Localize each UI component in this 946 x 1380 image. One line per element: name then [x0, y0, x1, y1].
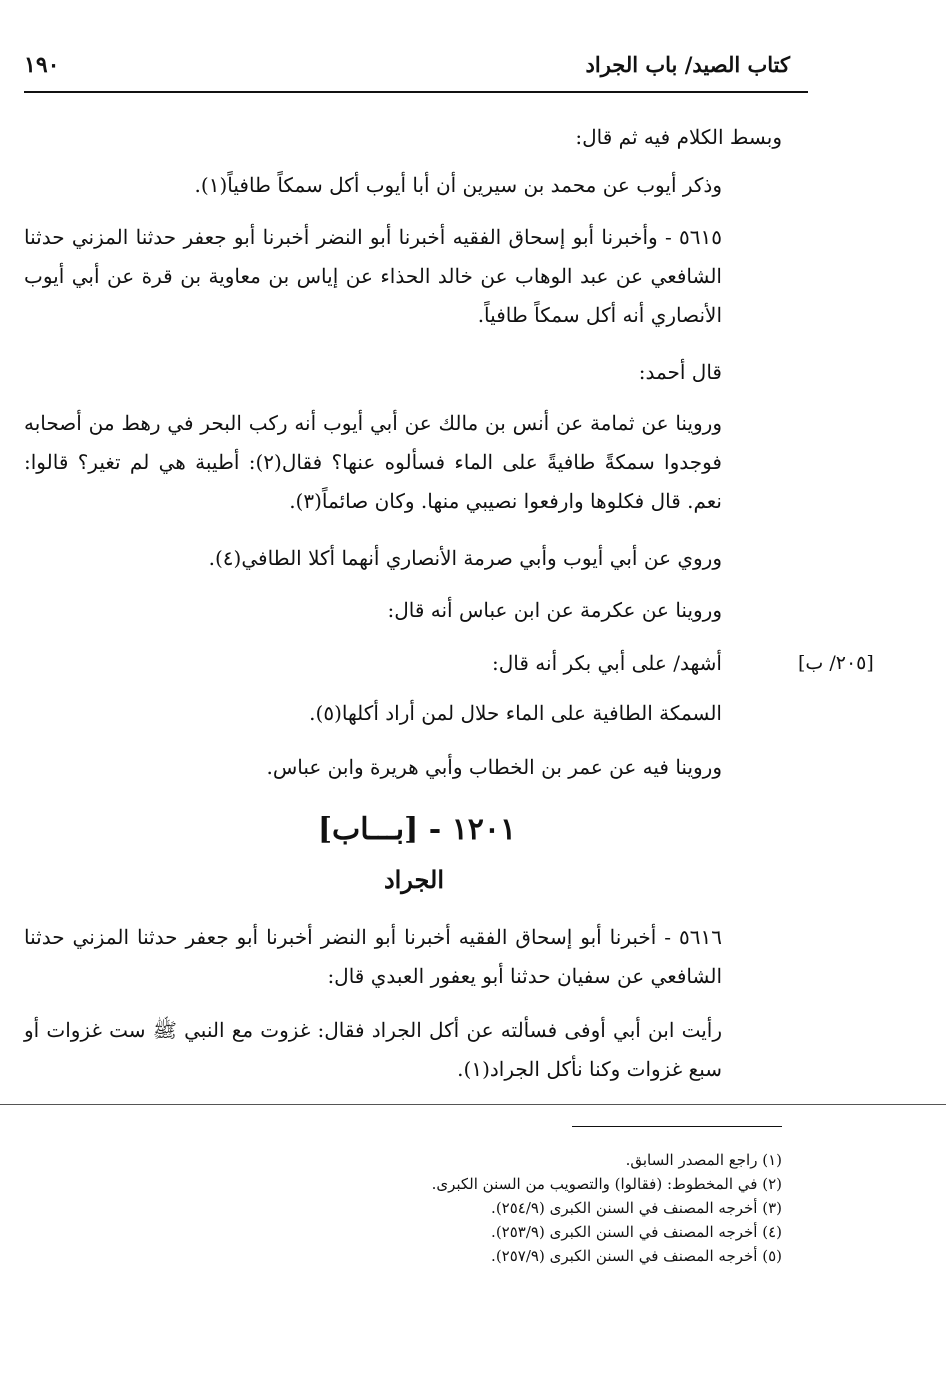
text-line: وروينا عن عكرمة عن ابن عباس أنه قال:	[387, 598, 722, 622]
footnote-rule	[572, 1126, 782, 1127]
footnote-item: (١) راجع المصدر السابق.	[625, 1151, 782, 1169]
footnote-item: (٢) في المخطوط: (فقالوا) والتصويب من السنن الكبرى.	[431, 1175, 782, 1193]
page-number: ١٩٠	[24, 52, 60, 78]
running-head	[24, 52, 790, 86]
text-line: وروي عن أبي أيوب وأبي صرمة الأنصاري أنهما أكلا الطافي(٤).	[208, 546, 722, 570]
chapter-heading: ١٢٠١ - [بـــاب]	[317, 812, 517, 847]
footnote-item: (٤) أخرجه المصنف في السنن الكبرى (٢٥٣/٩).	[491, 1223, 782, 1241]
hadith-5616: ٥٦١٦ - أخبرنا أبو إسحاق الفقيه أخبرنا أبو النضر أخبرنا أبو جعفر حدثنا المزني حدثنا الشافعي عن سفيان حدثنا أبو يعفور العبدي قال:	[24, 925, 722, 988]
text-line: وبسط الكلام فيه ثم قال:	[575, 125, 782, 149]
footnote-item: (٣) أخرجه المصنف في السنن الكبرى (٢٥٤/٩).	[491, 1199, 782, 1217]
hadith-5615: ٥٦١٥ - وأخبرنا أبو إسحاق الفقيه أخبرنا أبو النضر أخبرنا أبو جعفر حدثنا المزني حدثنا الشافعي عن عبد الوهاب عن خالد الحذاء عن إياس بن معاوية بن قرة عن أبي أيوب الأنصاري أنه أكل سمكاً طافياً.	[24, 225, 722, 327]
text-line: وذكر أيوب عن محمد بن سيرين أن أبا أيوب أكل سمكاً طافياً(١).	[194, 173, 722, 197]
header-rule	[24, 91, 808, 93]
text-line: أشهد/ على أبي بكر أنه قال:	[492, 651, 722, 675]
text-line: وروينا فيه عن عمر بن الخطاب وأبي هريرة وابن عباس.	[266, 755, 722, 779]
footnote-item: (٥) أخرجه المصنف في السنن الكبرى (٢٥٧/٩).	[491, 1247, 782, 1265]
chapter-title: الجراد	[383, 865, 445, 894]
page-divider	[0, 1104, 946, 1105]
paragraph: وروينا عن ثمامة عن أنس بن مالك عن أبي أيوب أنه ركب البحر في رهط من أصحابه فوجدوا سمكةً طافيةً على الماء فسألوه عنها؟ فقال(٢): أطيبة هي لم تغير؟ قالوا: نعم. قال فكلوها وارفعوا نصيبي منها. وكان صائماً(٣).	[24, 411, 722, 513]
manuscript-folio-ref: [٢٠٥/ ب]	[798, 652, 874, 674]
text-line: قال أحمد:	[638, 360, 722, 384]
running-title: كتاب الصيد/ باب الجراد	[585, 52, 790, 77]
paragraph: رأيت ابن أبي أوفى فسألته عن أكل الجراد فقال: غزوت مع النبي ﷺ ست غزوات أو سبع غزوات وكنا نأكل الجراد(١).	[24, 1018, 722, 1081]
text-line: السمكة الطافية على الماء حلال لمن أراد أكلها(٥).	[309, 701, 722, 725]
